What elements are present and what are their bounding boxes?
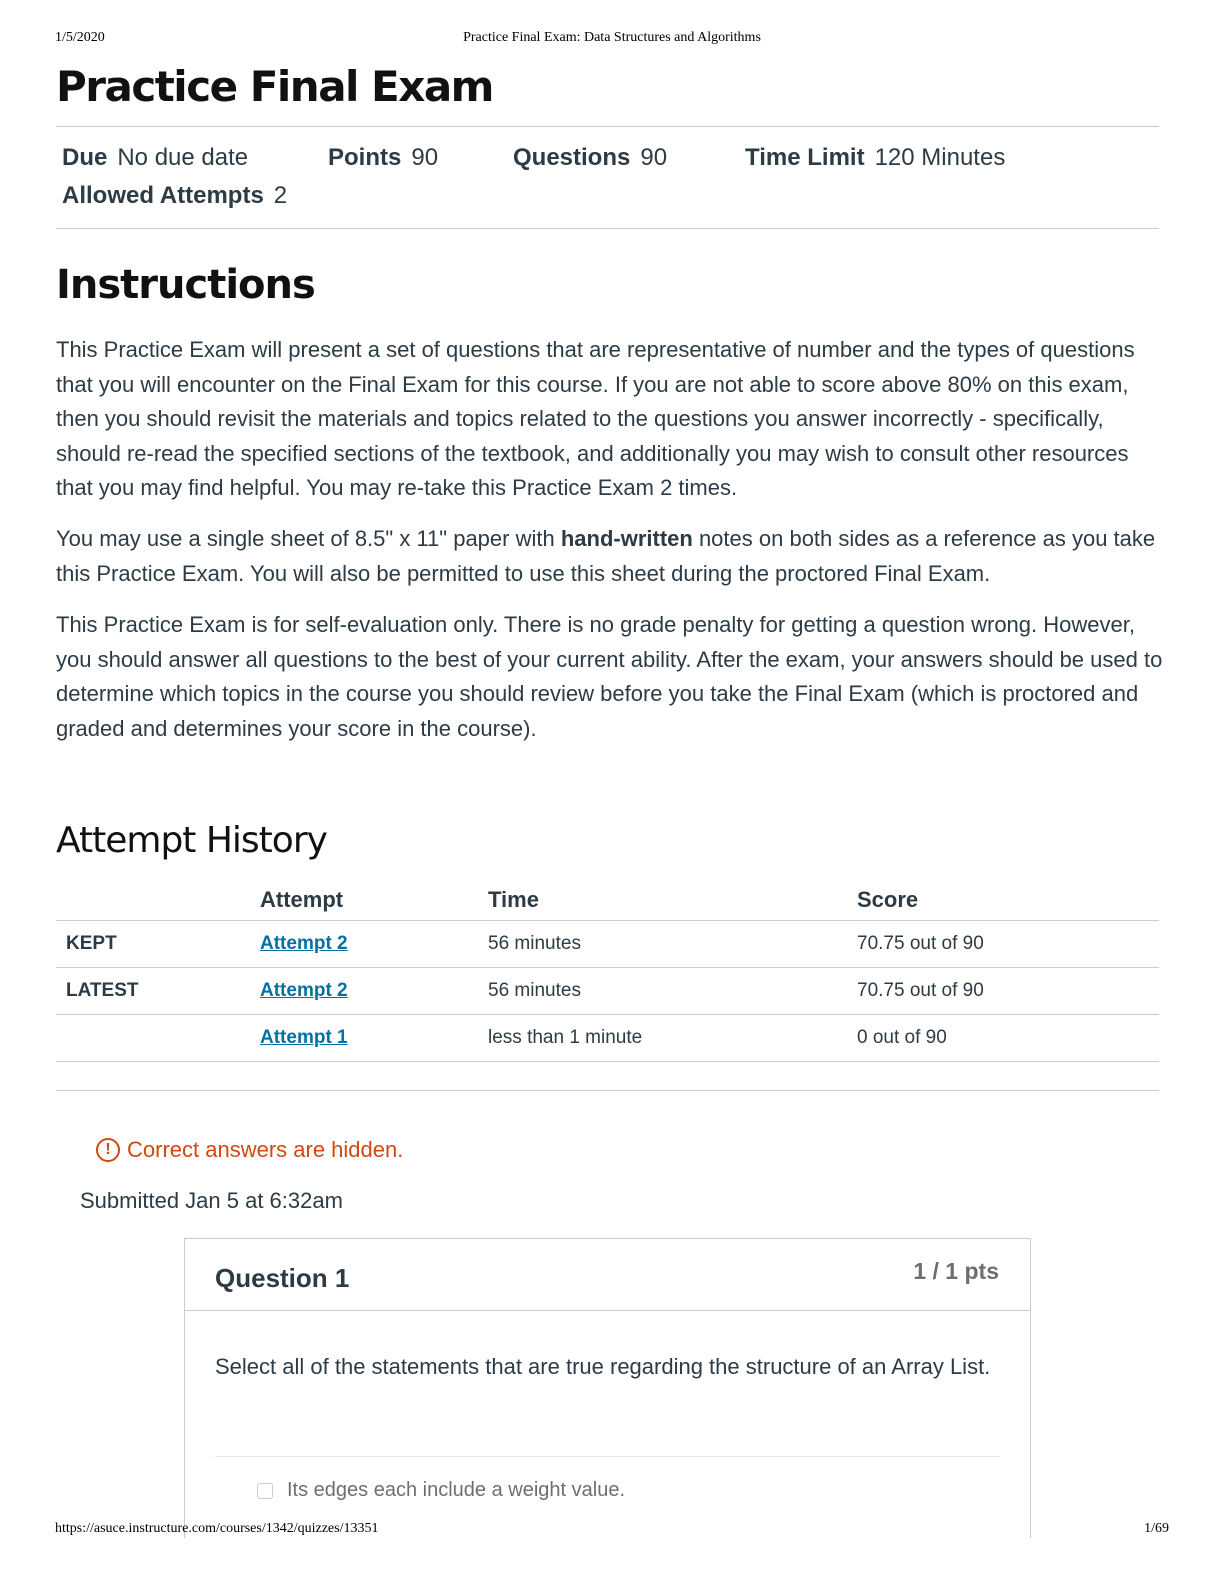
attempt-history-table (56, 878, 1159, 1062)
column-header-attempt: Attempt (260, 878, 488, 920)
emphasis-hand-written: hand-written (560, 526, 693, 551)
divider (215, 1456, 1000, 1457)
table-header-row (56, 878, 1159, 920)
print-doc-title: Practice Final Exam: Data Structures and Algorithms (463, 30, 761, 45)
answer-checkbox[interactable] (257, 1483, 273, 1499)
points-label: Points (328, 144, 402, 171)
answer-option (257, 1479, 625, 1502)
table-row (56, 967, 1159, 1014)
due-value: No due date (117, 144, 249, 171)
question-title: Question 1 (215, 1263, 350, 1293)
question-text: Select all of the statements that are true regarding the structure of an Array List. (215, 1354, 991, 1379)
attempt-time: 56 minutes (488, 920, 857, 967)
attempt-link[interactable]: Attempt 2 (260, 932, 348, 954)
question-header (185, 1239, 1030, 1311)
attempt-history-title: Attempt History (56, 820, 327, 861)
row-status-label: LATEST (56, 967, 260, 1014)
instructions-paragraph-3: This Practice Exam is for self-evaluation only. There is no grade penalty for getting a question wrong. However, you should answer all questions to the best of your current ability. After the exam, your answers should be used to determine which topics in the course you should review before you take the Final Exam (which is proctored and graded and determines your score in the course). (56, 612, 1163, 741)
column-header-score: Score (857, 878, 1159, 920)
attempt-time: less than 1 minute (488, 1014, 857, 1061)
answer-text: Its edges each include a weight value. (287, 1479, 625, 1501)
divider (56, 126, 1159, 127)
question-card (184, 1238, 1031, 1538)
allowed-attempts-value: 2 (273, 182, 288, 209)
due-detail (62, 144, 248, 172)
row-status-label (56, 1014, 260, 1061)
print-url: https://asuce.instructure.com/courses/1342/quizzes/13351 (55, 1521, 379, 1536)
attempt-time: 56 minutes (488, 967, 857, 1014)
table-row (56, 920, 1159, 967)
due-label: Due (62, 144, 108, 171)
points-detail (328, 144, 438, 172)
divider (56, 228, 1159, 229)
divider (56, 1090, 1159, 1091)
instructions-paragraph-1: This Practice Exam will present a set of questions that are representative of number and the types of questions that you will encounter on the Final Exam for this course. If you are not able to score above 80% on this exam, then you should revisit the materials and topics related to the questions you answer incorrectly - specifically, should re-read the specified sections of the textbook, and additionally you may wish to consult other resources that you may find helpful. You may re-take this Practice Exam 2 times. (56, 337, 1135, 500)
exclamation-circle-icon: ! (96, 1138, 120, 1162)
alert-text: Correct answers are hidden. (127, 1137, 404, 1162)
attempt-score: 0 out of 90 (857, 1014, 1159, 1061)
allowed-attempts-label: Allowed Attempts (62, 182, 264, 209)
instructions-paragraph-2: You may use a single sheet of 8.5" x 11" paper with hand-written notes on both sides as a reference as you take this Practice Exam. You will also be permitted to use this sheet during the proctored Final Exam. (56, 526, 1156, 586)
attempt-link[interactable]: Attempt 2 (260, 979, 348, 1001)
submitted-timestamp: Submitted Jan 5 at 6:32am (80, 1188, 343, 1213)
time-limit-value: 120 Minutes (874, 144, 1006, 171)
column-header-label (56, 878, 260, 920)
row-status-label: KEPT (56, 920, 260, 967)
print-header (55, 30, 1169, 50)
print-footer (55, 1521, 1169, 1541)
column-header-time: Time (488, 878, 857, 920)
attempt-score: 70.75 out of 90 (857, 920, 1159, 967)
time-limit-label: Time Limit (745, 144, 865, 171)
allowed-attempts-detail (62, 182, 287, 210)
attempt-score: 70.75 out of 90 (857, 967, 1159, 1014)
question-points: 1 / 1 pts (913, 1258, 999, 1284)
instructions-title: Instructions (56, 262, 315, 308)
page-number: 1/69 (1144, 1521, 1169, 1536)
answers-hidden-alert (96, 1137, 403, 1163)
questions-value: 90 (640, 144, 668, 171)
table-row (56, 1014, 1159, 1061)
attempt-link[interactable]: Attempt 1 (260, 1026, 348, 1048)
questions-detail (513, 144, 667, 172)
time-limit-detail (745, 144, 1005, 172)
print-date: 1/5/2020 (55, 30, 105, 45)
page-title: Practice Final Exam (56, 62, 493, 111)
points-value: 90 (411, 144, 439, 171)
questions-label: Questions (513, 144, 631, 171)
